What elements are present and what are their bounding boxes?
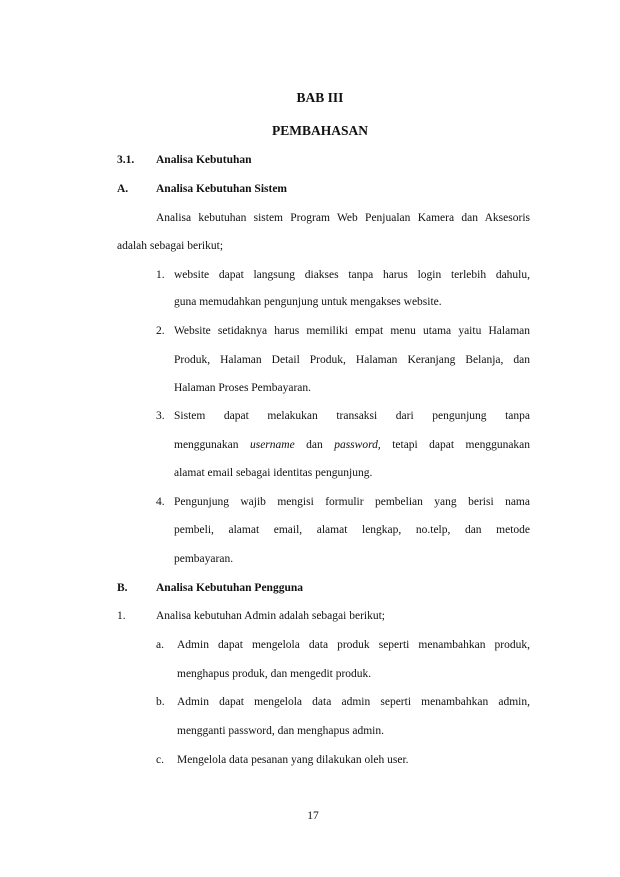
text-segment: dan [306, 439, 323, 451]
subsection-letter: B. [117, 582, 128, 594]
list-item-line: Sistem dapat melakukan transaksi dari pengunjung tanpa [174, 410, 530, 422]
list-item-letter: a. [156, 639, 164, 651]
list-item-line: Mengelola data pesanan yang dilakukan oleh user. [177, 754, 409, 766]
chapter-heading: BAB III [296, 90, 344, 105]
list-item-line: alamat email sebagai identitas pengunjung. [174, 467, 373, 479]
list-item-line: Admin dapat mengelola data admin seperti menambahkan admin, [177, 696, 530, 708]
list-item-line: menghapus produk, dan mengedit produk. [177, 668, 372, 680]
sub-item-text: Analisa kebutuhan Admin adalah sebagai berikut; [156, 610, 385, 622]
page-number: 17 [307, 810, 319, 822]
list-item-line: pembeli, alamat email, alamat lengkap, no.telp, dan metode [174, 524, 530, 536]
list-item-number: 4. [156, 496, 165, 508]
list-item-line: Admin dapat mengelola data produk seperti menambahkan produk, [177, 639, 530, 651]
list-item-number: 1. [156, 269, 165, 281]
italic-term: username [249, 439, 295, 451]
list-item-letter: b. [156, 696, 165, 708]
subsection-title: Analisa Kebutuhan Sistem [156, 183, 288, 195]
list-item-line: website dapat langsung diakses tanpa harus login terlebih dahulu, [174, 269, 530, 281]
list-item-line: Website setidaknya harus memiliki empat menu utama yaitu Halaman [174, 325, 530, 337]
list-item-number: 2. [156, 325, 165, 337]
list-item-line: Halaman Proses Pembayaran. [174, 382, 312, 394]
text-segment: tetapi dapat menggunakan [392, 439, 531, 451]
subsection-title: Analisa Kebutuhan Pengguna [156, 582, 303, 594]
subsection-letter: A. [117, 183, 129, 195]
list-item-line [174, 439, 530, 463]
paragraph-line: adalah sebagai berikut; [117, 240, 224, 252]
section-title: Analisa Kebutuhan [156, 154, 252, 166]
list-item-line: pembayaran. [174, 553, 234, 565]
list-item-number: 3. [156, 410, 165, 422]
sub-item-number: 1. [117, 610, 126, 622]
italic-term: password, [334, 439, 381, 451]
list-item-line: Produk, Halaman Detail Produk, Halaman Keranjang Belanja, dan [174, 354, 530, 366]
list-item-letter: c. [156, 754, 164, 766]
paragraph-line: Analisa kebutuhan sistem Program Web Penjualan Kamera dan Aksesoris [156, 212, 530, 224]
list-item-line: mengganti password, dan menghapus admin. [177, 725, 384, 737]
list-item-line: guna memudahkan pengunjung untuk mengakses website. [174, 296, 442, 308]
chapter-title: PEMBAHASAN [271, 123, 368, 138]
text-segment: menggunakan [174, 439, 239, 451]
section-number: 3.1. [117, 154, 135, 166]
list-item-line: Pengunjung wajib mengisi formulir pembelian yang berisi nama [174, 496, 530, 508]
